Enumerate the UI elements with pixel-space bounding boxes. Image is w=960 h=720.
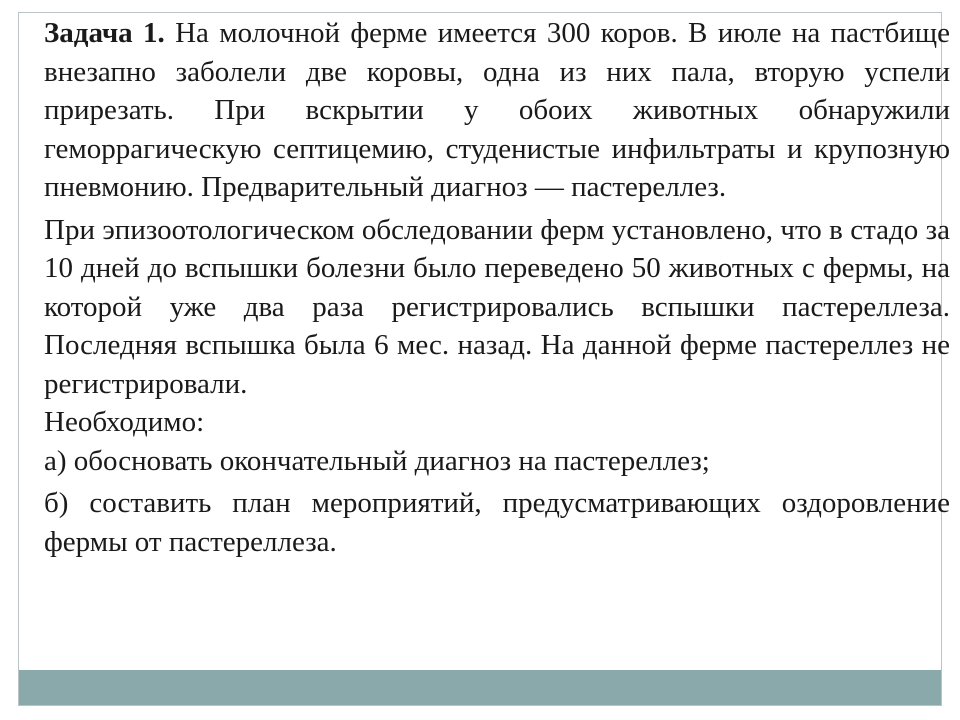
task-label: Задача 1. <box>44 17 165 49</box>
list-item-b: б) составить план мероприятий, предусматривающих оздоровление фермы от пастереллеза. <box>44 487 950 558</box>
task-paragraph-1-text: На молочной ферме имеется 300 коров. В июле на пастбище внезапно заболели две коровы, одна из них пала, вторую успели прирезать. При вскрытии у обоих животных обнаружили геморрагическую септицемию, студенистые инфильтраты и крупозную пневмонию. Предварительный диагноз — пастереллез. <box>44 17 951 203</box>
required-heading: Необходимо: <box>44 406 205 438</box>
task-paragraph-1 <box>44 14 950 207</box>
bottom-decorative-band <box>19 670 941 705</box>
list-item-a: а) обосновать окончательный диагноз на пастереллез; <box>44 444 710 477</box>
task-paragraph-2: При эпизоотологическом обследовании ферм установлено, что в стадо за 10 дней до вспышки болезни было переведено 50 животных с фермы, на которой уже два раза регистрировались вспышки пастереллеза. Последняя вспышка была 6 мес. назад. На данной ферме пастереллез не регистрировали. <box>44 213 950 400</box>
task-text-block <box>44 14 950 561</box>
